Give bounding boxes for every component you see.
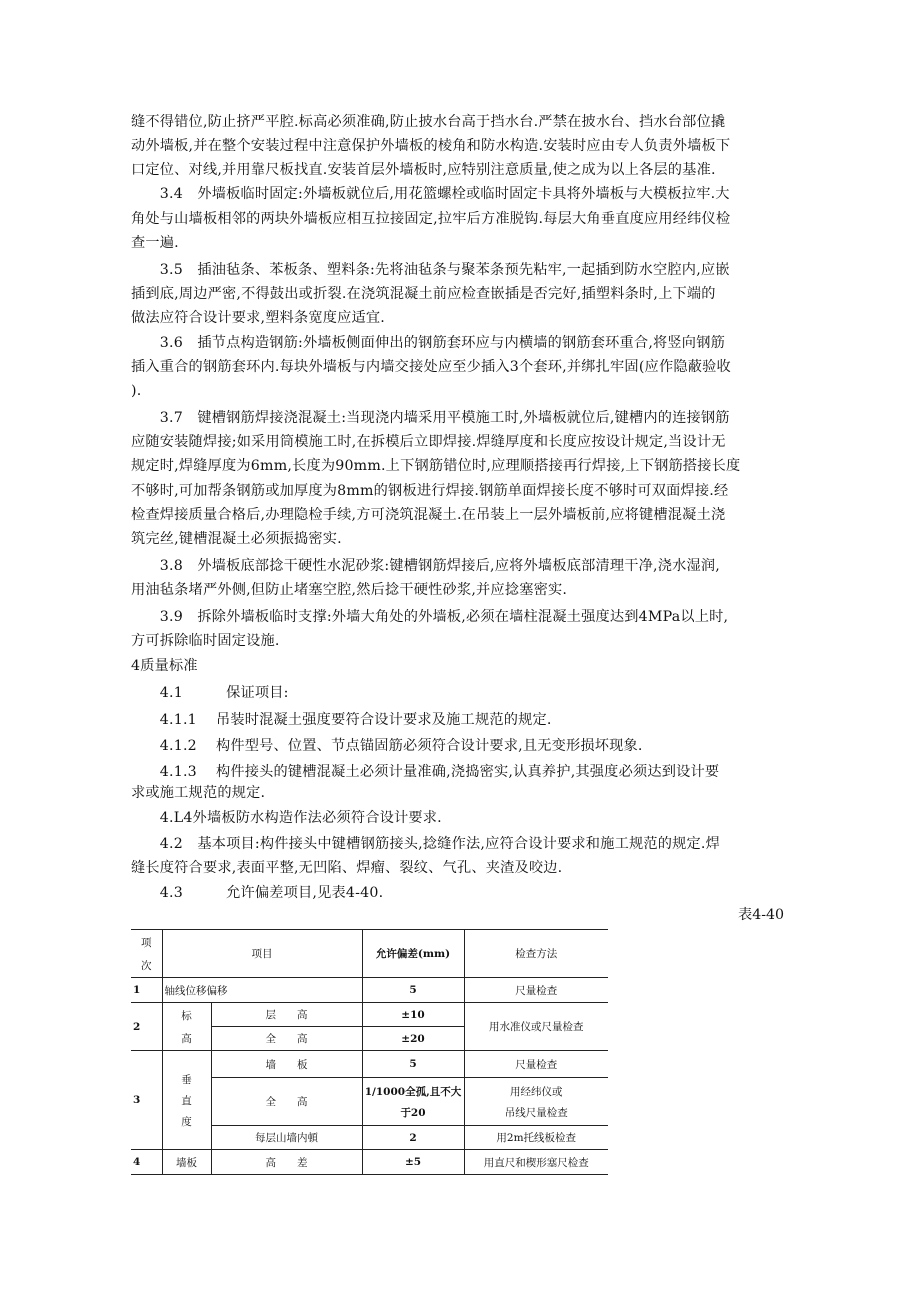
header-item: 项目: [162, 930, 362, 978]
table-caption: 表4-40: [738, 907, 785, 923]
table-row: [131, 1003, 608, 1027]
row-subitem: 墙 板: [211, 1051, 362, 1078]
header-method: 检查方法: [464, 930, 608, 978]
paragraph-line: 3.4 外墙板临时固定:外墙板就位后,用花篮螺栓或临时固定卡具将外墙板与大模板拉牢.大: [131, 186, 730, 202]
row-subitem: 每层山墙内頓: [211, 1126, 362, 1150]
row-subitem: 全 高: [211, 1078, 362, 1126]
paragraph-line: 方可拆除临时固定设施.: [131, 633, 280, 649]
row-tolerance: 5: [362, 978, 464, 1003]
header-tolerance: 允许偏差(mm): [362, 930, 464, 978]
row-method: 用水准仪或尺量检查: [464, 1003, 608, 1051]
row-method: 用2m托线板检查: [464, 1126, 608, 1150]
row-no: 1: [131, 978, 162, 1003]
paragraph-line: 规定时,焊缝厚度为6mm,长度为90mm.上下钢筋错位时,应理顺搭接再行焊接,上下钢筋搭接长度: [131, 458, 741, 474]
paragraph-line: 插到底,周边严密,不得鼓出或折裂.在浇筑混凝土前应检查嵌插是否完好,插塑料条时,上下端的: [131, 286, 716, 302]
paragraph-line: 求或施工规范的规定.: [131, 785, 266, 801]
paragraph-line: 4.1.1 吊装时混凝土强度要符合设计要求及施工规范的规定.: [131, 712, 552, 728]
paragraph-line: 口定位、对线,并用靠尺板找直.安装首层外墙板时,应特别注意质量,使之成为以上各层的基准.: [131, 162, 716, 178]
paragraph-line: 查一遍.: [131, 235, 179, 251]
tolerance-table: [131, 929, 608, 1175]
row-subitem: 高 差: [211, 1150, 362, 1175]
paragraph-line: 插入重合的钢筋套环内.每块外墙板与内墙交接处应至少插入3个套环,并绑扎牢固(应作隐蔽验收: [131, 359, 731, 375]
row-method: 尺量检查: [464, 978, 608, 1003]
row-no: 4: [131, 1150, 162, 1175]
row-item: 轴线位移偏移: [162, 978, 362, 1003]
paragraph-line: 3.9 拆除外墙板临时支撑:外墙大角处的外墙板,必须在墙柱混凝土强度达到4MPa以上时,: [131, 609, 729, 625]
paragraph-line: ).: [131, 383, 142, 399]
table-row: [131, 978, 608, 1003]
paragraph-line: 用油毡条堵严外侧,但防止堵塞空腔,然后捻干硬性砂浆,并应捻塞密实.: [131, 582, 568, 598]
paragraph-line: 4.1.2 构件型号、位置、节点锚固筋必须符合设计要求,且无变形损坏现象.: [131, 738, 643, 754]
row-tolerance: ±20: [362, 1027, 464, 1051]
header-no: 项 次: [131, 930, 162, 978]
paragraph-line: 3.6 插节点构造钢筋:外墙板侧面伸出的钢筋套环应与内横墙的钢筋套环重合,将竖向钢筋: [131, 335, 725, 351]
row-tolerance: 2: [362, 1126, 464, 1150]
section-heading: 4质量标准: [131, 658, 198, 674]
row-tolerance: 5: [362, 1051, 464, 1078]
paragraph-line: 4.2 基本项目:构件接头中键槽钢筋接头,捻缝作法,应符合设计要求和施工规范的规定.焊: [131, 836, 720, 852]
row-tolerance: ±10: [362, 1003, 464, 1027]
paragraph-line: 4.3 允许偏差项目,见表4-40.: [131, 885, 384, 901]
row-no: 3: [131, 1051, 162, 1150]
paragraph-line: 动外墙板,并在整个安装过程中注意保护外墙板的棱角和防水构造.安装时应由专人负责外墙板下: [131, 138, 731, 154]
row-category: 墙板: [162, 1150, 211, 1175]
paragraph-line: 应随安装随焊接;如采用筒模施工时,在拆模后立即焊接.焊缝厚度和长度应按设计规定,当设计无: [131, 434, 726, 450]
paragraph-line: 检查焊接质量合格后,办理隐检手续,方可浇筑混凝土.在吊装上一层外墙板前,应将键槽混凝土浇: [131, 507, 726, 523]
row-no: 2: [131, 1003, 162, 1051]
paragraph-line: 3.5 插油毡条、苯板条、塑料条:先将油毡条与聚苯条预先粘牢,一起插到防水空腔内,应嵌: [131, 262, 730, 278]
paragraph-line: 筑完丝,键槽混凝土必须振捣密实.: [131, 531, 342, 547]
paragraph-line: 不够时,可加帮条钢筋或加厚度为8mm的钢板进行焊接.钢筋单面焊接长度不够时可双面焊接.经: [131, 483, 729, 499]
row-method: 用直尺和楔形塞尺检查: [464, 1150, 608, 1175]
paragraph-line: 4.1.3 构件接头的键槽混凝土必须计量准确,浇捣密实,认真养护,其强度必须达到设计要: [131, 764, 720, 780]
row-category: 垂 直 度: [162, 1051, 211, 1150]
paragraph-line: 4.1 保证项目:: [131, 685, 289, 701]
paragraph-line: 缝长度符合要求,表面平整,无凹陷、焊瘤、裂纹、气孔、夹渣及咬边.: [131, 860, 563, 876]
paragraph-line: 3.7 键槽钢筋焊接浇混凝土:当现浇内墙采用平模施工时,外墙板就位后,键槽内的连接钢筋: [131, 410, 730, 426]
row-method: 尺量检查: [464, 1051, 608, 1078]
row-category: 标 高: [162, 1003, 211, 1051]
paragraph-line: 做法应符合设计要求,塑料条宽度应适宜.: [131, 310, 386, 326]
row-tolerance: 1/1000全孤,且不大 于20: [362, 1078, 464, 1126]
row-subitem: 全 高: [211, 1027, 362, 1051]
table-row: [131, 1150, 608, 1175]
paragraph-line: 角处与山墙板相邻的两块外墙板应相互拉接固定,拉牢后方准脱钩.每层大角垂直度应用经纬仪检: [131, 211, 731, 227]
paragraph-line: 4.L4外墙板防水构造作法必须符合设计要求.: [131, 810, 442, 826]
paragraph-line: 缝不得错位,防止挤严平腔.标高必须准确,防止披水台高于挡水台.严禁在披水台、挡水台部位撬: [131, 114, 726, 130]
paragraph-line: 3.8 外墙板底部捻干硬性水泥砂浆:键槽钢筋焊接后,应将外墙板底部清理干净,浇水湿润,: [131, 558, 720, 574]
table-row: [131, 1051, 608, 1078]
row-subitem: 层 高: [211, 1003, 362, 1027]
row-tolerance: ±5: [362, 1150, 464, 1175]
table-header-row: [131, 930, 608, 978]
row-method: 用经纬仪或 吊线尺量检查: [464, 1078, 608, 1126]
